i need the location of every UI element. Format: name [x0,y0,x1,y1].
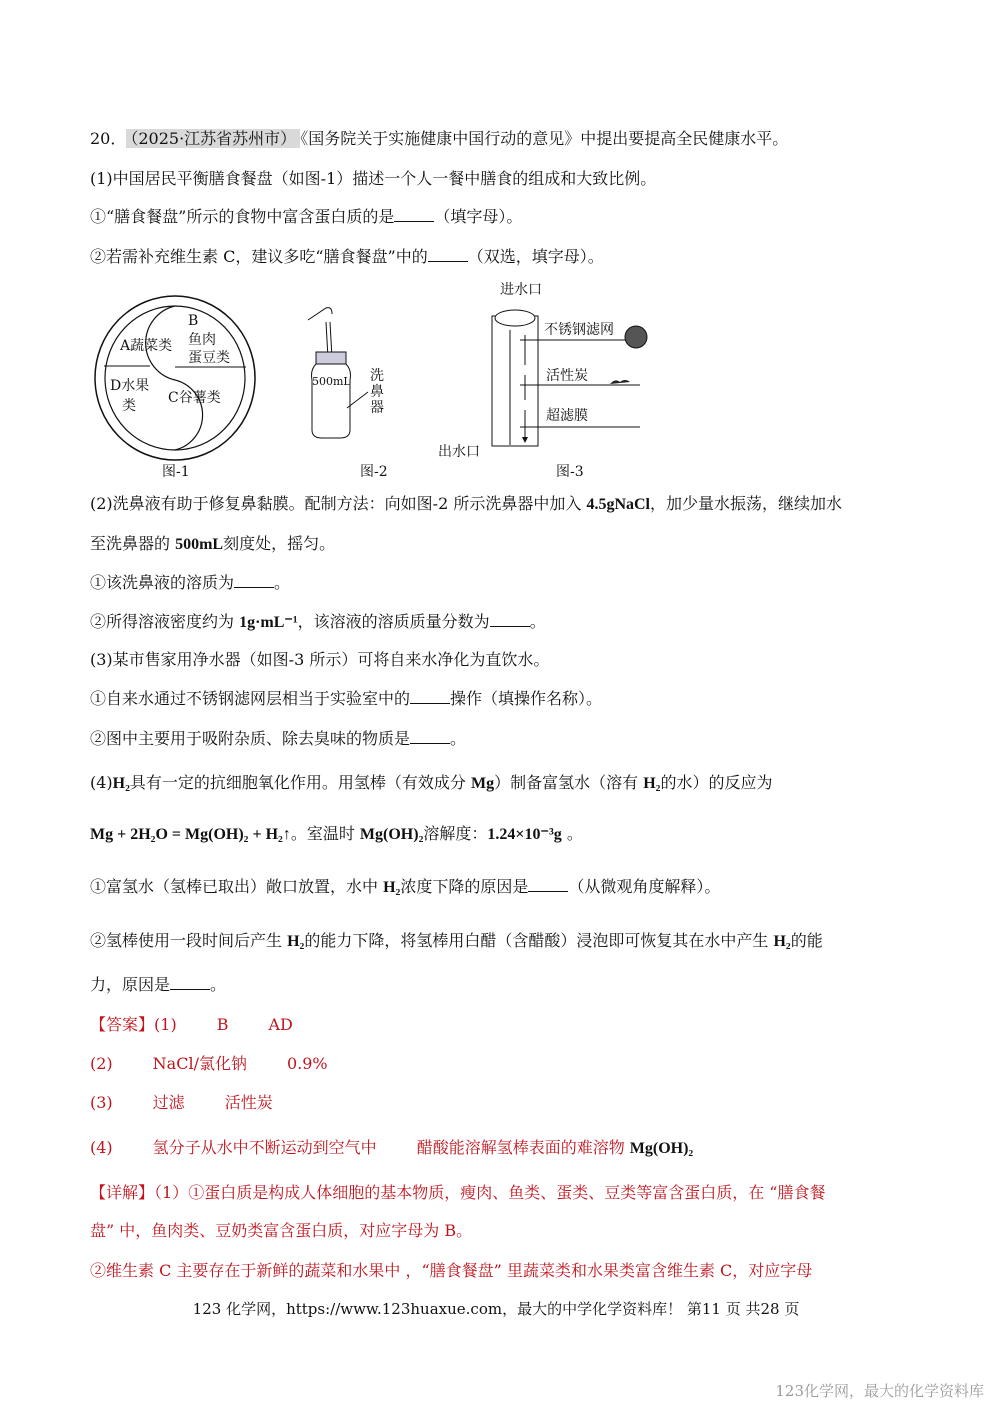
answer-blank [234,573,274,588]
svg-text:类: 类 [122,398,136,414]
part-4: (4)H₂具有一定的抗细胞氧化作用。用氢棒（有效成分 Mg）制备富氢水（溶有 H₂的水）的反应为 [90,773,773,792]
answer-blank [394,207,434,222]
svg-text:不锈钢滤网: 不锈钢滤网 [544,322,614,338]
answer-row-4: (4) 氢分子从水中不断运动到空气中 醋酸能溶解氢棒表面的难溶物 Mg(OH)₂ [90,1138,694,1157]
detail-line-3: ②维生素 C 主要存在于新鲜的蔬菜和水果中 ，“膳食餐盘” 里蔬菜类和水果类富含维生素 C，对应字母 [90,1261,813,1280]
source-tag: （2025·江苏省苏州市） [126,129,300,148]
svg-text:蛋豆类: 蛋豆类 [188,350,230,366]
part-1-1: ①“膳食餐盘”所示的食物中富含蛋白质的是 （填字母）。 [90,207,523,226]
figure-2-nasal-rinser [308,308,388,480]
part-2-1: ①该洗鼻液的溶质为 。 [90,573,291,592]
part-2: (2)洗鼻液有助于修复鼻黏膜。配制方法：向如图-2 所示洗鼻器中加入 4.5gNaCl，加少量水振荡，继续加水 [90,494,843,513]
figures [80,280,660,480]
svg-text:进水口: 进水口 [500,282,542,298]
answer-blank [170,975,210,990]
svg-text:500mL: 500mL [312,375,351,388]
part-4-1: ①富氢水（氢棒已取出）敞口放置，水中 H₂浓度下降的原因是 （从微观角度解释）。 [90,877,721,896]
watermark: 123化学网，最大的化学资料库 [775,1382,984,1400]
svg-text:鼻: 鼻 [370,384,384,400]
answer-blank [528,877,568,892]
answer-row-3: (3) 过滤 活性炭 [90,1093,273,1112]
svg-text:B: B [188,313,199,329]
question-intro: 《国务院关于实施健康中国行动的意见》中提出要提高全民健康水平。 [300,129,789,148]
svg-text:洗: 洗 [370,368,384,384]
answer-row-2: (2) NaCl/氯化钠 0.9% [90,1054,328,1073]
svg-text:超滤膜: 超滤膜 [546,408,588,424]
svg-text:C谷薯类: C谷薯类 [168,390,221,406]
answer-blank [410,689,450,704]
answer-blank [410,729,450,744]
svg-text:D水果: D水果 [110,378,150,394]
part-2-2: ②所得溶液密度约为 1g·mL⁻¹，该溶液的溶质质量分数为 。 [90,612,546,631]
svg-text:出水口: 出水口 [438,444,480,460]
figure-1-diet-plate [95,296,255,480]
part-3-2: ②图中主要用于吸附杂质、除去臭味的物质是 。 [90,729,467,748]
reaction-equation: Mg + 2H₂O = Mg(OH)₂ + H₂↑。室温时 Mg(OH)₂溶解度：1.24×10⁻³g 。 [90,824,583,843]
question-header [90,128,788,150]
part-4-2-cont: 力，原因是 。 [90,975,227,994]
part-4-2: ②氢棒使用一段时间后产生 H₂的能力下降，将氢棒用白醋（含醋酸）浸泡即可恢复其在水中产生 H₂的能 [90,931,823,950]
detail-line-2: 盘” 中，鱼肉类、豆奶类富含蛋白质，对应字母为 B。 [90,1221,473,1240]
part-2-cont: 至洗鼻器的 500mL刻度处，摇匀。 [90,534,336,553]
svg-text:图-1: 图-1 [162,464,190,480]
question-number: 20． [90,129,127,148]
detail-line-1: 【详解】（1）①蛋白质是构成人体细胞的基本物质，瘦肉、鱼类、蛋类、豆类等富含蛋白质，在 “膳食餐 [90,1183,826,1202]
part-1-2: ②若需补充维生素 C，建议多吃“膳食餐盘”中的 （双选，填字母）。 [90,247,604,266]
part-3-1: ①自来水通过不锈钢滤网层相当于实验室中的 操作（填操作名称）。 [90,689,603,708]
part-3: (3)某市售家用净水器（如图-3 所示）可将自来水净化为直饮水。 [90,650,550,669]
svg-text:鱼肉: 鱼肉 [188,332,216,348]
answer-blank [490,612,530,627]
svg-text:图-3: 图-3 [556,464,584,480]
answer-blank [428,247,468,262]
svg-text:A蔬菜类: A蔬菜类 [120,338,173,354]
svg-text:器: 器 [370,400,384,416]
page-footer: 123 化学网，https://www.123huaxue.com，最大的中学化学资料库！ 第11 页 共28 页 [192,1300,800,1318]
figure-3-water-purifier [438,281,647,480]
svg-text:图-2: 图-2 [360,464,388,480]
svg-text:活性炭: 活性炭 [546,368,588,384]
part-1: (1)中国居民平衡膳食餐盘（如图-1）描述一个人一餐中膳食的组成和大致比例。 [90,169,657,188]
answer-row-1: 【答案】(1) B AD [90,1015,293,1034]
